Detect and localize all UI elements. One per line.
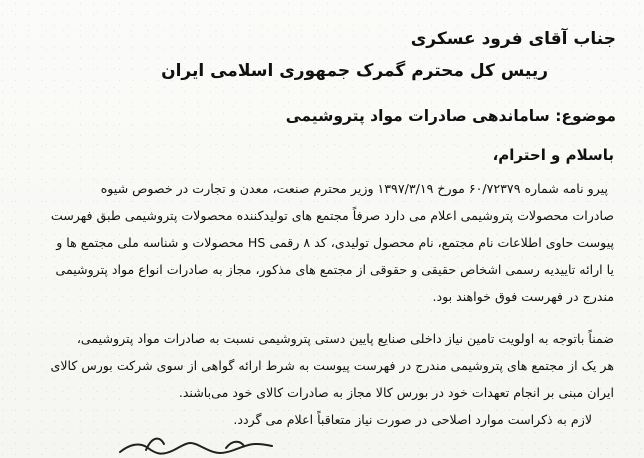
recipient-name: جناب آقای فرود عسکری xyxy=(410,29,616,49)
paragraph-1-line-5: مندرج در فهرست فوق خواهند بود. xyxy=(432,289,614,304)
paragraph-3-line-1: لازم به ذکراست موارد اصلاحی در صورت نیاز متعاقباً اعلام می گردد. xyxy=(233,412,592,427)
paragraph-1-line-4: یا ارائه تاییدیه رسمی اشخاص حقیقی و حقوقی از مجتمع های مذکور، مجاز به صادرات انواع مواد پتروشیمی xyxy=(55,262,614,277)
recipient-title: رییس کل محترم گمرک جمهوری اسلامی ایران xyxy=(161,61,548,81)
signature-mark xyxy=(112,426,282,458)
paragraph-1-line-1: پیرو نامه شماره ۶۰/۷۲۳۷۹ مورخ ۱۳۹۷/۳/۱۹ وزیر محترم صنعت، معدن و تجارت در خصوص شیوه xyxy=(100,181,608,196)
subject-line: موضوع: ساماندهی صادرات مواد پتروشیمی xyxy=(285,107,616,125)
greeting-line: باسلام و احترام، xyxy=(492,146,614,164)
paragraph-1-line-2: صادرات محصولات پتروشیمی اعلام می دارد صرفاً مجتمع های تولیدکننده محصولات پتروشیمی طبق فهرست xyxy=(50,208,614,223)
paragraph-2-line-3: ایران مبنی بر انجام تعهدات خود در بورس کالا مجاز به صادرات کالای خود می‌باشند. xyxy=(178,385,614,400)
paragraph-2-line-2: هر یک از مجتمع های پتروشیمی مندرج در فهرست پیوست به شرط ارائه گواهی از سوی شرکت بورس کالای xyxy=(50,358,614,373)
paragraph-1-line-3: پیوست حاوی اطلاعات نام مجتمع، نام محصول تولیدی، کد ۸ رقمی HS محصولات و شناسه ملی مجتمع ها و xyxy=(56,235,614,250)
paragraph-2-line-1: ضمناً باتوجه به اولویت تامین نیاز داخلی صنایع پایین دستی پتروشیمی نسبت به صادرات مواد پتروشیمی، xyxy=(76,331,614,346)
